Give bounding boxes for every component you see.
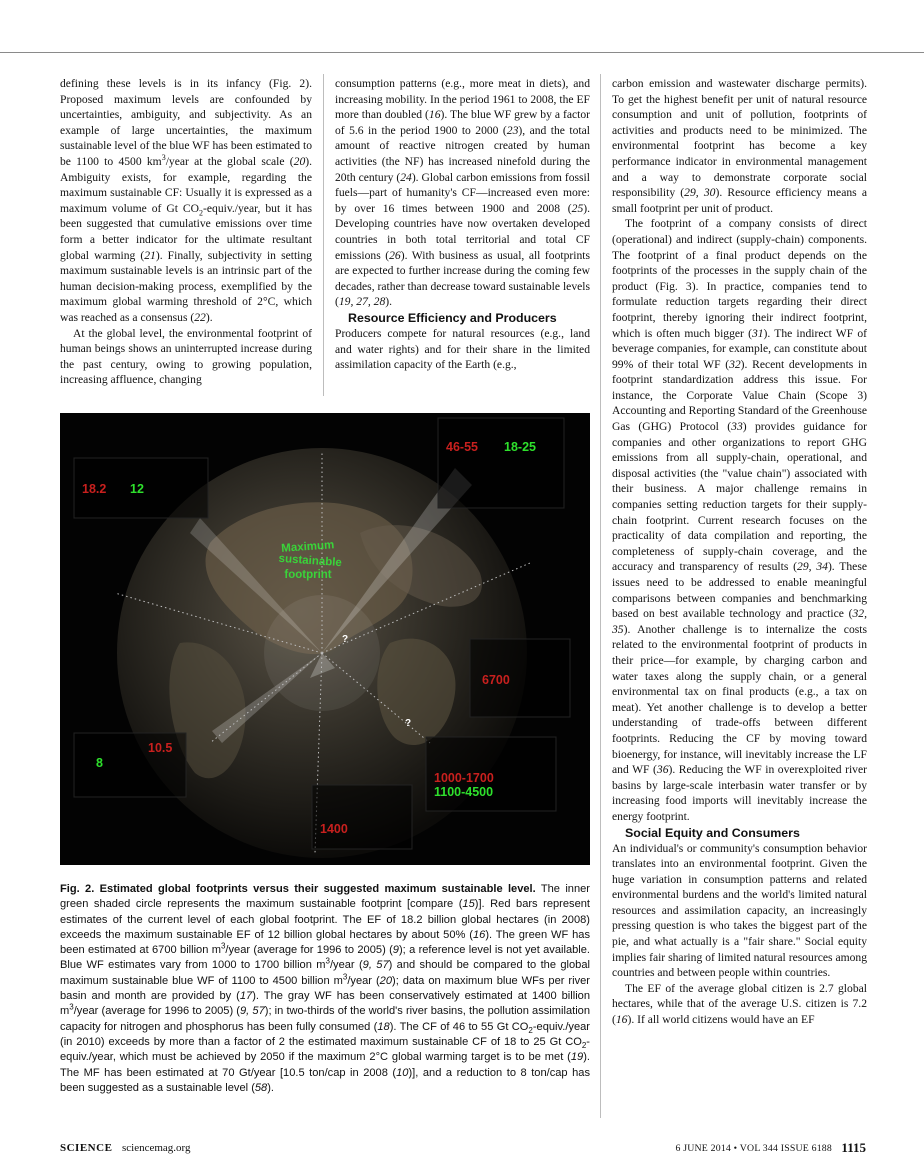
caption-title: Fig. 2. Estimated global footprints versus their suggested maximum sustainable level. [60, 883, 536, 895]
journal-name: SCIENCE [60, 1142, 113, 1154]
section-heading-social-equity: Social Equity and Consumers [625, 825, 800, 840]
box-gray-water [312, 785, 412, 849]
col3-paragraph-3: An individual's or community's consumption behavior translates into an environmental footprint. Given the huge variation in consumption patterns and related environmental burdens and the world's limited natural resources and assimilation capacity, an increasingly pressing question is who takes the biggest part of the pie, and what actually is a "fair share." Social equity implies fair sharing of limited natural resources among countries and between people within countries. [612, 841, 867, 980]
column-divider-2 [600, 74, 601, 1118]
blue-water-current-value: 1000-1700 [434, 771, 494, 785]
top-rule [0, 52, 924, 53]
center-label-line-2: sustainable [278, 552, 343, 570]
material-current-value: 10.5 [148, 741, 173, 755]
column-divider-1 [323, 74, 324, 396]
green-water-current-value: 6700 [482, 673, 510, 687]
question-mark-green-water: ? [342, 634, 349, 645]
section-heading-resource-efficiency: Resource Efficiency and Producers [348, 310, 557, 325]
gray-water-current-value: 1400 [320, 822, 348, 836]
col3-paragraph-4: The EF of the average global citizen is 2.7 global hectares, while that of the average U.S. citizen is 7.2 (16). If all world citizens would have an EF [612, 981, 867, 1027]
column-1 [60, 76, 312, 388]
col2-paragraph-1: consumption patterns (e.g., more meat in diets), and increasing mobility. In the period 1961 to 2008, the EF more than doubled (16). The blue WF grew by a factor of 5.6 in the period 1900 to 2000 (23), and the total amount of reactive nitrogen created by human activities (the NF) has increased ninefold during the 20th century (24). Global carbon emissions from fossil fuels—part of humanity's CF—increased even more: by over 16 times between 1900 and 2008 (25). Developing countries have now overtaken developed countries in both total territorial and total CF emissions (26). With business as usual, all footprints are expected to further increase during the coming few decades, rather than decrease toward sustainable levels (19, 27, 28). [335, 77, 590, 309]
carbon-max-value: 18-25 [504, 440, 536, 454]
question-mark-gray-water: ? [405, 718, 412, 729]
box-carbon [438, 418, 564, 508]
page-number: 1115 [841, 1140, 866, 1155]
page-footer [60, 1140, 866, 1156]
footprint-globe-graphic [60, 413, 590, 865]
col3-paragraph-2: The footprint of a company consists of direct (operational) and indirect (supply-chain) components. The footprint of a final product depends on the footprints of the processes in the supply chain of the product (Fig. 3). In practice, companies tend to formulate reduction targets regarding their direct footprint, thereby ignoring their indirect footprint, which is often much bigger (31). The indirect WF of beverage companies, for example, can constitute about 99% of their total WF (32). Recent developments in footprint standardization address this issue. For instance, the Corporate Value Chain (Scope 3) Accounting and Reporting Standard of the Greenhouse Gas (GHG) Protocol (33) provides guidance for companies and other organizations to report GHG emissions from all supply-chain, operational, and disposal activities (the "value chain") associated with their business. A major challenge remains in companies setting reduction targets for their supply-chain footprint. Current research focuses on the practicality of data compilation and reporting, the completeness of supply-chain coverage, and the accuracy and transparency of results (29, 34). These issues need to be addressed to enable meaningful comparisons between companies and benchmarking based on best available technology and practice (32, 35). Another challenge is to internalize the costs related to the environmental footprint of products in their price—for example, by charging carbon and water taxes along the supply chain, or a general environmental tax on final products (e.g., a tax on meat). Yet another challenge is to develop a better understanding of trade-offs between different footprints. Reducing the CF by moving toward bioenergy, for instance, will inevitably increase the LF and WF (36). Reducing the WF in overexploited river basins by large-scale interbasin water transfer or by increasing food imports will inevitably increase the energy footprint. [612, 217, 867, 823]
journal-site: sciencemag.org [122, 1142, 191, 1154]
carbon-current-value: 46-55 [446, 440, 478, 454]
column-2 [335, 76, 590, 373]
material-max-value: 8 [96, 756, 103, 770]
center-label-line-3: footprint [284, 569, 332, 581]
issue-info: 6 JUNE 2014 • VOL 344 ISSUE 6188 [675, 1143, 832, 1154]
figure-2 [60, 413, 590, 865]
column-3 [612, 76, 867, 1028]
ecological-current-value: 18.2 [82, 482, 107, 496]
center-label-line-1: Maximum [280, 539, 335, 555]
col1-paragraph-1: defining these levels is in its infancy (Fig. 2). Proposed maximum levels are confounded by uncertainties, ambiguity, and subjectivity. As an example of large uncertainties, the maximum sustainable level of the blue WF has been estimated to be 1100 to 4500 $km^3$/year at the global scale (20). Ambiguity exists, for example, regarding the maximum sustainable CF: Usually it is expressed as a maximum volume of Gt $CO_2-equiv$./year, but it has been suggested that cumulative emissions over time form a better indicator for the ultimate resultant global warming (21). Finally, subjectivity in setting maximum sustainable levels is an intrinsic part of the human decision-making process, exemplified by the maximum global warming threshold of 2°C, which was reached as a consensus (22). [60, 77, 312, 324]
col3-paragraph-1: carbon emission and wastewater discharge permits). To get the highest benefit per unit of natural resource consumption and unit of pollution, footprints of activities and products need to be minimized. The environmental footprint has become a key performance indicator in environmental management and a way to demonstrate corporate social responsibility (29, 30). Resource efficiency means a small footprint per unit of product. [612, 77, 867, 215]
figure-2-caption: Fig. 2. Estimated global footprints versus their suggested maximum sustainable level. The inner green shaded circle represents the maximum sustainable footprint [compare (15)]. Red bars represent estimates of the current level of each global footprint. The EF of 18.2 billion global hectares (in 2008) exceeds the maximum sustainable EF of 12 billion global hectares by about 50% (16). The green WF has been estimated at 6700 billion $m^3$/year (average for 1996 to 2005) (9); a reference level is not yet available. Blue WF estimates vary from 1000 to 1700 billion $m^3$/year (9, 57) and should be compared to the global maximum sustainable blue WF of 1100 to 4500 billion $m^3$/year (20); data on maximum blue WFs per river basin and month are provided by (17). The gray WF has been conservatively estimated at 1400 billion $m^3$/year (average for 1996 to 2005) (9, 57); in two-thirds of the world's river basins, the pollution assimilation capacity for nitrogen and phosphorus has been fully consumed (18). The CF of 46 to 55 Gt $CO_2-equiv$./year (in 2010) exceeds by more than a factor of 2 the estimated maximum sustainable CF of 18 to 25 Gt $CO_2-equiv$./year, which must be achieved by 2050 if the maximum 2°C global warming target is to be met (19). The MF has been estimated at 70 Gt/year [10.5 ton/cap in 2008 (10)], and a reduction to 8 ton/cap has been suggested as a sustainable level (58). [60, 883, 591, 1094]
ecological-max-value: 12 [130, 482, 144, 496]
blue-water-max-value: 1100-4500 [434, 785, 494, 799]
col1-paragraph-2: At the global level, the environmental footprint of human beings shows an uninterrupted increase during the past century, owing to growing population, increasing affluence, changing [60, 326, 312, 387]
col2-paragraph-2: Producers compete for natural resources (e.g., land and water rights) and for their share in the limited assimilation capacity of the Earth (e.g., [335, 326, 590, 372]
